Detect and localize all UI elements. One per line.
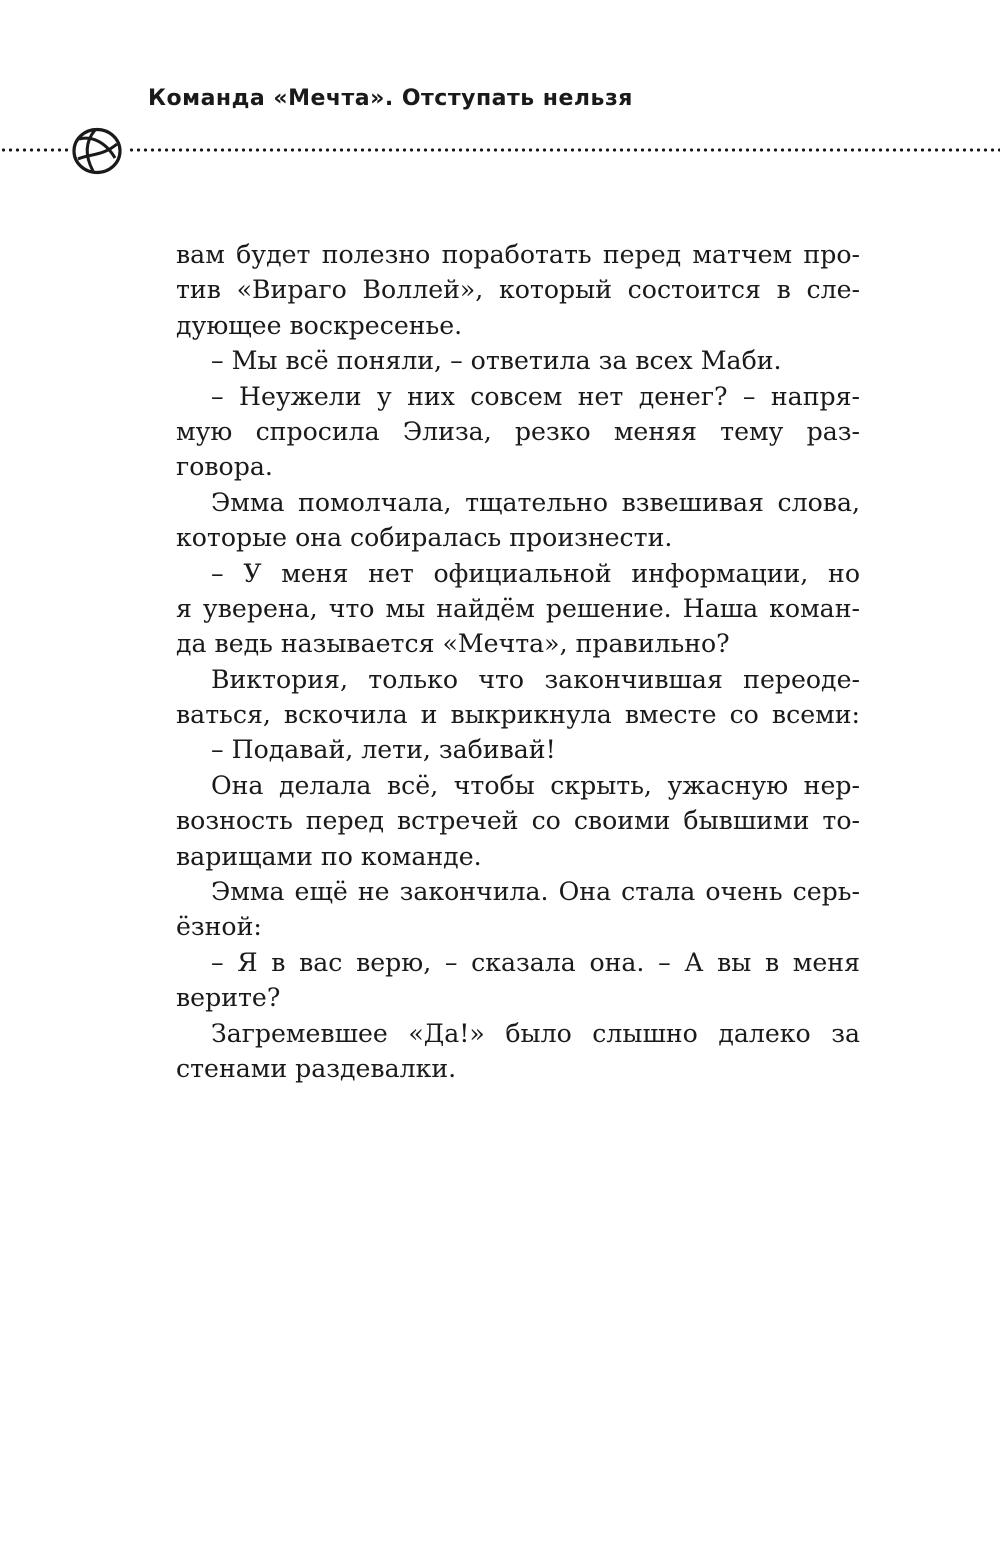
text-line: – Я в вас верю, – сказала она. – А вы в меня: [211, 947, 860, 977]
text-line: варищами по команде.: [176, 841, 482, 871]
text-line: которые она собиралась произнести.: [176, 523, 673, 553]
text-line: Загремевшее «Да!» было слышно далеко за: [211, 1018, 860, 1048]
text-line: говора.: [176, 452, 273, 482]
volleyball-icon: [71, 126, 123, 176]
text-line: да ведь называется «Мечта», правильно?: [176, 629, 730, 659]
text-line: дующее воскресенье.: [176, 310, 463, 340]
text-line: – У меня нет официальной информации, но: [211, 558, 860, 588]
text-line: Она делала всё, чтобы скрыть, ужасную нер-: [211, 770, 860, 800]
text-line: Эмма помолчала, тщательно взвешивая слова,: [211, 487, 860, 517]
text-line: вам будет полезно поработать перед матчем про-: [176, 240, 860, 269]
text-line: – Неужели у них совсем нет денег? – напря-: [211, 381, 860, 411]
header-dotted-rule-left: [0, 148, 68, 152]
text-line: Эмма ещё не закончила. Она стала очень серь-: [211, 877, 860, 907]
text-line: – Мы всё поняли, – ответила за всех Маби.: [211, 346, 782, 376]
text-line: Виктория, только что закончившая переоде-: [211, 664, 860, 694]
text-line: стенами раздевалки.: [176, 1053, 457, 1083]
text-line: ёзной:: [176, 912, 262, 942]
text-line: я уверена, что мы найдём решение. Наша коман-: [176, 593, 860, 623]
text-line: возность перед встречей со своими бывшими то-: [176, 806, 860, 836]
body-text: [176, 237, 860, 1086]
header-dotted-rule-right: [128, 148, 1000, 152]
text-line: тив «Вираго Воллей», который состоится в сле-: [176, 275, 860, 305]
text-line: ваться, вскочила и выкрикнула вместе со всеми:: [176, 700, 860, 730]
text-line: – Подавай, лети, забивай!: [211, 735, 556, 765]
text-line: мую спросила Элиза, резко меняя тему раз-: [176, 416, 860, 446]
text-line: верите?: [176, 983, 281, 1013]
running-head-title: Команда «Мечта». Отступать нельзя: [148, 86, 633, 111]
